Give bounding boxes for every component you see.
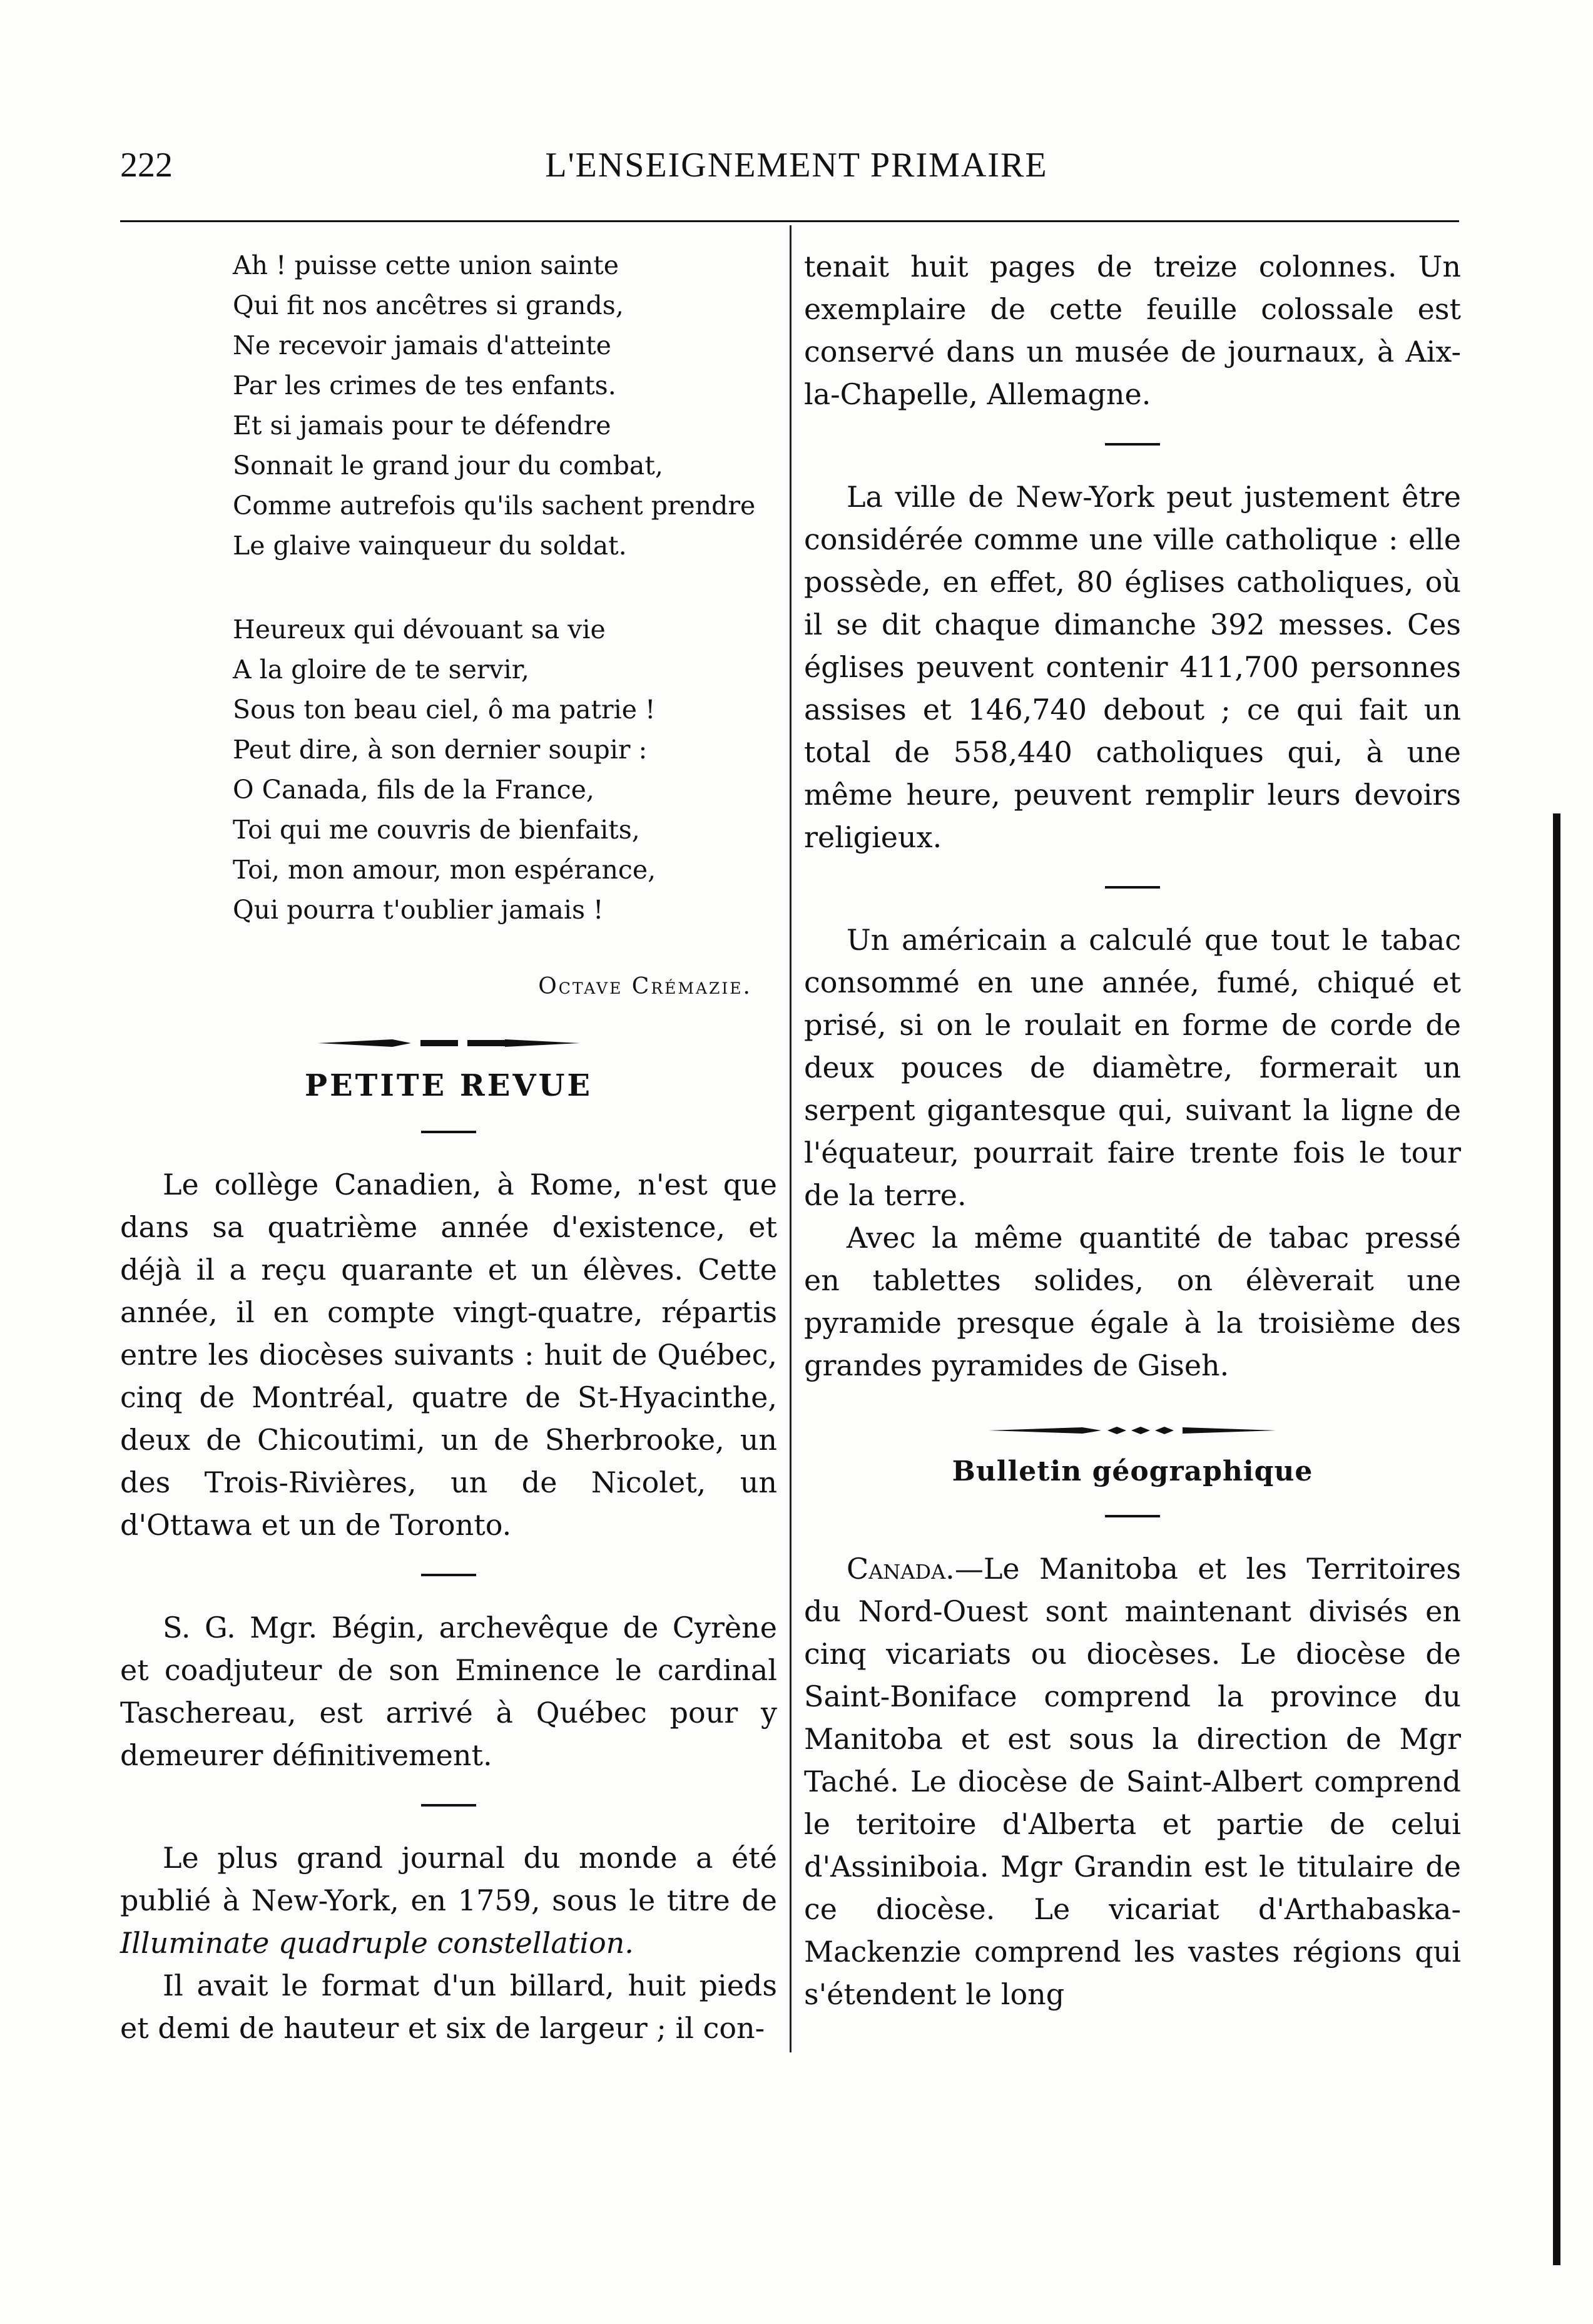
paragraph bbox=[120, 1837, 777, 1964]
margin-bar bbox=[1553, 813, 1560, 2265]
poem-line: Toi, mon amour, mon espérance, bbox=[233, 855, 656, 885]
poem-line: O Canada, fils de la France, bbox=[233, 775, 594, 805]
region-lead: Canada. bbox=[847, 1552, 955, 1586]
poem-line: Heureux qui dévouant sa vie bbox=[233, 614, 606, 645]
left-column bbox=[120, 245, 777, 2049]
poem-line: Ne recevoir jamais d'atteinte bbox=[233, 330, 611, 360]
paragraph: S. G. Mgr. Bégin, archevêque de Cyrène et coadjuteur de son Eminence le cardinal Taschereau, est arrivé à Québec pour y demeurer définitivement. bbox=[120, 1611, 777, 1772]
running-title: L'ENSEIGNEMENT PRIMAIRE bbox=[545, 146, 1048, 185]
poem-line: Sonnait le grand jour du combat, bbox=[233, 451, 663, 481]
paragraph-text: —Le Manitoba et les Territoires du Nord-Ouest sont maintenant divisés en cinq vicariats ou diocèses. Le diocèse de Saint-Boniface comprend la province du Manitoba et est sous la direction de Mgr Taché. Le diocèse de Saint-Albert comprend le teritoire d'Alberta et partie de celui d'Assiniboia. Mgr Grandin est le titulaire de ce diocèse. Le vicariat d'Arthabaska-Mackenzie comprend les vastes régions qui s'étendent le long bbox=[804, 1552, 1461, 2011]
poem-line: Peut dire, à son dernier soupir : bbox=[233, 735, 648, 765]
ornament-divider bbox=[989, 1424, 1276, 1437]
poem-line: Qui pourra t'oublier jamais ! bbox=[233, 895, 604, 925]
separator-rule bbox=[421, 1804, 476, 1807]
separator-rule bbox=[421, 1574, 476, 1576]
paragraph bbox=[804, 1547, 1461, 2016]
poem-line: Toi qui me couvris de bienfaits, bbox=[233, 815, 640, 845]
poem-line: Comme autrefois qu'ils sachent prendre bbox=[233, 491, 756, 521]
separator-rule bbox=[1105, 443, 1160, 446]
poem-line: Ah ! puisse cette union sainte bbox=[233, 250, 619, 280]
poem-line: Sous ton beau ciel, ô ma patrie ! bbox=[233, 695, 656, 725]
poem-line: Le glaive vainqueur du soldat. bbox=[233, 531, 627, 561]
newspaper-title: Illuminate quadruple constellation. bbox=[120, 1926, 634, 1960]
poem-line: A la gloire de te servir, bbox=[233, 655, 529, 685]
paragraph-continued: tenait huit pages de treize colonnes. Un exemplaire de cette feuille colossale est conservé dans un musée de journaux, à Aix-la-Chapelle, Allemagne. bbox=[804, 250, 1461, 411]
paragraph: Le collège Canadien, à Rome, n'est que dans sa quatrième année d'existence, et déjà il a reçu quarante et un élèves. Cette année, il en compte vingt-quatre, répartis entre les diocèses suivants : huit de Québec, cinq de Montréal, quatre de St-Hyacinthe, deux de Chicoutimi, un de Sherbrooke, un des Trois-Rivières, un de Nicolet, un d'Ottawa et un de Toronto. bbox=[120, 1168, 777, 1542]
separator-rule bbox=[421, 1131, 476, 1133]
poem bbox=[120, 245, 777, 930]
page-number: 222 bbox=[120, 146, 173, 185]
poem-stanza bbox=[233, 245, 777, 566]
paragraph-text: Le plus grand journal du monde a été publié à New-York, en 1759, sous le titre de bbox=[120, 1841, 777, 1917]
poem-line: Et si jamais pour te défendre bbox=[233, 410, 611, 441]
section-title-bulletin: Bulletin géographique bbox=[952, 1455, 1313, 1487]
section-title-petite-revue: PETITE REVUE bbox=[304, 1068, 593, 1103]
column-divider bbox=[790, 225, 791, 2052]
paragraph: La ville de New-York peut justement être considérée comme une ville catholique : elle possède, en effet, 80 églises catholiques, où il se dit chaque dimanche 392 messes. Ces églises peuvent contenir 411,700 personnes assises et 146,740 debout ; ce qui fait un total de 558,440 catholiques qui, à une même heure, peuvent remplir leurs devoirs religieux. bbox=[804, 480, 1461, 854]
paragraph: Avec la même quantité de tabac pressé en tablettes solides, on élèverait une pyramide presque égale à la troisième des grandes pyramides de Giseh. bbox=[804, 1221, 1461, 1382]
paragraph: Un américain a calculé que tout le tabac consommé en une année, fumé, chiqué et prisé, si on le roulait en forme de corde de deux pouces de diamètre, formerait un serpent gigantesque qui, suivant la ligne de l'équateur, pourrait faire trente fois le tour de la terre. bbox=[804, 923, 1461, 1212]
paragraph: Il avait le format d'un billard, huit pieds et demi de hauteur et six de largeur ; il con- bbox=[120, 1969, 777, 2045]
separator-rule bbox=[1105, 1515, 1160, 1517]
separator-rule bbox=[1105, 886, 1160, 889]
poem-stanza bbox=[233, 609, 777, 930]
header-rule bbox=[120, 220, 1459, 222]
ornament-divider bbox=[317, 1037, 580, 1049]
poem-line: Par les crimes de tes enfants. bbox=[233, 370, 616, 400]
poem-author: Octave Crémazie. bbox=[538, 974, 752, 999]
poem-line: Qui fit nos ancêtres si grands, bbox=[233, 290, 624, 320]
right-column bbox=[804, 245, 1461, 2016]
